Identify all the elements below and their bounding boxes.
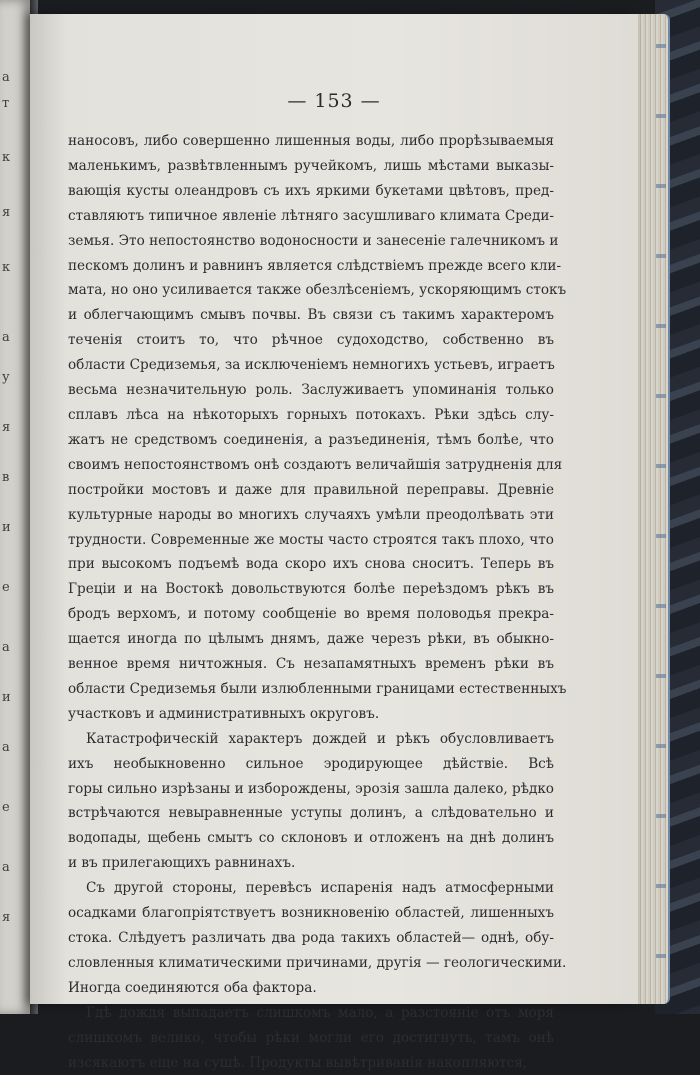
left-page-fragment: я xyxy=(2,205,11,220)
text-line: бродъ верхомъ, и потому сообщеніе во время половодья прекра- xyxy=(68,606,554,623)
left-page-fragment: е xyxy=(2,580,10,595)
left-page-fragment: в xyxy=(2,470,10,485)
text-line: Иногда соединяются оба фактора. xyxy=(68,979,317,996)
text-line: и въ прилегающихъ равнинахъ. xyxy=(68,855,296,872)
text-line: своимъ непостоянствомъ онѣ создаютъ величайшія затрудненія для xyxy=(68,456,563,473)
text-line: водопады, щебень смытъ со склоновъ и отложенъ на днѣ долинъ xyxy=(68,830,554,847)
left-page-fragment: а xyxy=(2,70,10,85)
left-page-fragment: у xyxy=(2,370,10,385)
text-line: маленькимъ, развѣтвленнымъ ручейкомъ, лишь мѣстами выказы- xyxy=(68,157,554,174)
page-body-text xyxy=(68,129,567,1075)
text-line: встрѣчаются невыравненные уступы долинъ, а слѣдовательно и xyxy=(68,805,554,822)
text-line: наносовъ, либо совершенно лишенныя воды, либо прорѣзываемыя xyxy=(68,133,554,149)
text-line: щается иногда по цѣлымъ днямъ, даже черезъ рѣки, въ обыкно- xyxy=(68,631,554,648)
text-line: пескомъ долинъ и равнинъ является слѣдствіемъ прежде всего кли- xyxy=(68,257,562,274)
left-page-fragment: а xyxy=(2,740,10,755)
text-line: горы сильно изрѣзаны и изборождены, эрозія зашла далеко, рѣдко xyxy=(68,780,554,797)
text-line: осадками благопріятствуетъ возникновенію областей, лишенныхъ xyxy=(68,905,554,922)
left-page-fragment: я xyxy=(2,910,11,925)
text-line: ставляютъ типичное явленіе лѣтняго засушливаго климата Среди- xyxy=(68,207,554,224)
text-line: жатъ не средствомъ соединенія, а разъединенія, тѣмъ болѣе, что xyxy=(68,431,554,448)
text-line: области Средиземья, за исключеніемъ немногихъ устьевъ, играетъ xyxy=(68,357,555,374)
left-page xyxy=(0,0,30,1014)
text-line: трудности. Современные же мосты часто строятся такъ плохо, что xyxy=(68,531,554,548)
book-page xyxy=(30,14,638,1071)
text-line: земья. Это непостоянство водоносности и занесеніе галечникомъ и xyxy=(68,232,559,249)
text-line: вающія кусты олеандровъ съ ихъ яркими букетами цвѣтовъ, пред- xyxy=(68,182,554,199)
text-line: области Средиземья были излюбленными границами естественныхъ xyxy=(68,680,567,697)
text-line: Греціи и на Востокѣ довольствуются болѣе переѣздомъ рѣкъ въ xyxy=(68,581,554,598)
text-line: изсякаютъ еще на сушѣ. Продукты вывѣтриванія накопляются, xyxy=(68,1054,528,1071)
text-line: Катастрофическій характеръ дождей и рѣкъ обусловливаетъ xyxy=(86,730,554,747)
left-page-fragment: к xyxy=(2,260,11,275)
text-line: участковъ и административныхъ округовъ. xyxy=(68,705,380,722)
text-line: стока. Слѣдуетъ различать два рода такихъ областей— однѣ, обу- xyxy=(68,930,554,946)
text-line: мата, но оно усиливается также обезлѣсеніемъ, ускоряющимъ стокъ xyxy=(68,282,567,299)
left-page-fragment: я xyxy=(2,420,11,435)
text-line: словленныя климатическими причинами, другія — геологическими. xyxy=(68,954,567,971)
page-number: — 153 — xyxy=(287,90,381,112)
text-line: культурные народы во многихъ случаяхъ умѣли преодолѣвать эти xyxy=(68,506,554,523)
text-line: и облегчающимъ смывъ почвы. Въ связи съ такимъ характеромъ xyxy=(68,307,554,324)
text-line: при высокомъ подъемѣ вода скоро ихъ снова сноситъ. Теперь въ xyxy=(68,556,554,573)
text-line: Съ другой стороны, перевѣсъ испаренія надъ атмосферными xyxy=(86,880,554,897)
text-line: венное время ничтожныя. Съ незапамятныхъ временъ рѣки въ xyxy=(68,656,554,673)
text-line: ихъ необыкновенно сильное эродирующее дѣйствіе. Всѣ xyxy=(68,755,554,772)
left-page-fragment: т xyxy=(2,96,10,111)
left-page-fragment: к xyxy=(2,150,11,165)
left-page-fragment: и xyxy=(2,520,11,535)
left-page-fragment: а xyxy=(2,640,10,655)
text-line: постройки мостовъ и даже для правильной переправы. Древніе xyxy=(68,481,554,498)
left-page-fragment: и xyxy=(2,690,11,705)
left-page-fragment: а xyxy=(2,860,10,875)
text-line: слишкомъ велико, чтобы рѣки могли его достигнуть, тамъ онѣ xyxy=(68,1029,554,1046)
left-page-fragment: е xyxy=(2,800,10,815)
left-page-fragment: а xyxy=(2,330,10,345)
text-line: теченія стоитъ то, что рѣчное судоходство, собственно въ xyxy=(68,332,554,349)
text-line: сплавъ лѣса на нѣкоторыхъ горныхъ потокахъ. Рѣки здѣсь слу- xyxy=(68,406,554,423)
text-line: весьма незначительную роль. Заслуживаетъ упоминанія только xyxy=(68,382,554,399)
text-line: Гдѣ дождя выпадаетъ слишкомъ мало, а разстояніе отъ моря xyxy=(86,1004,554,1021)
